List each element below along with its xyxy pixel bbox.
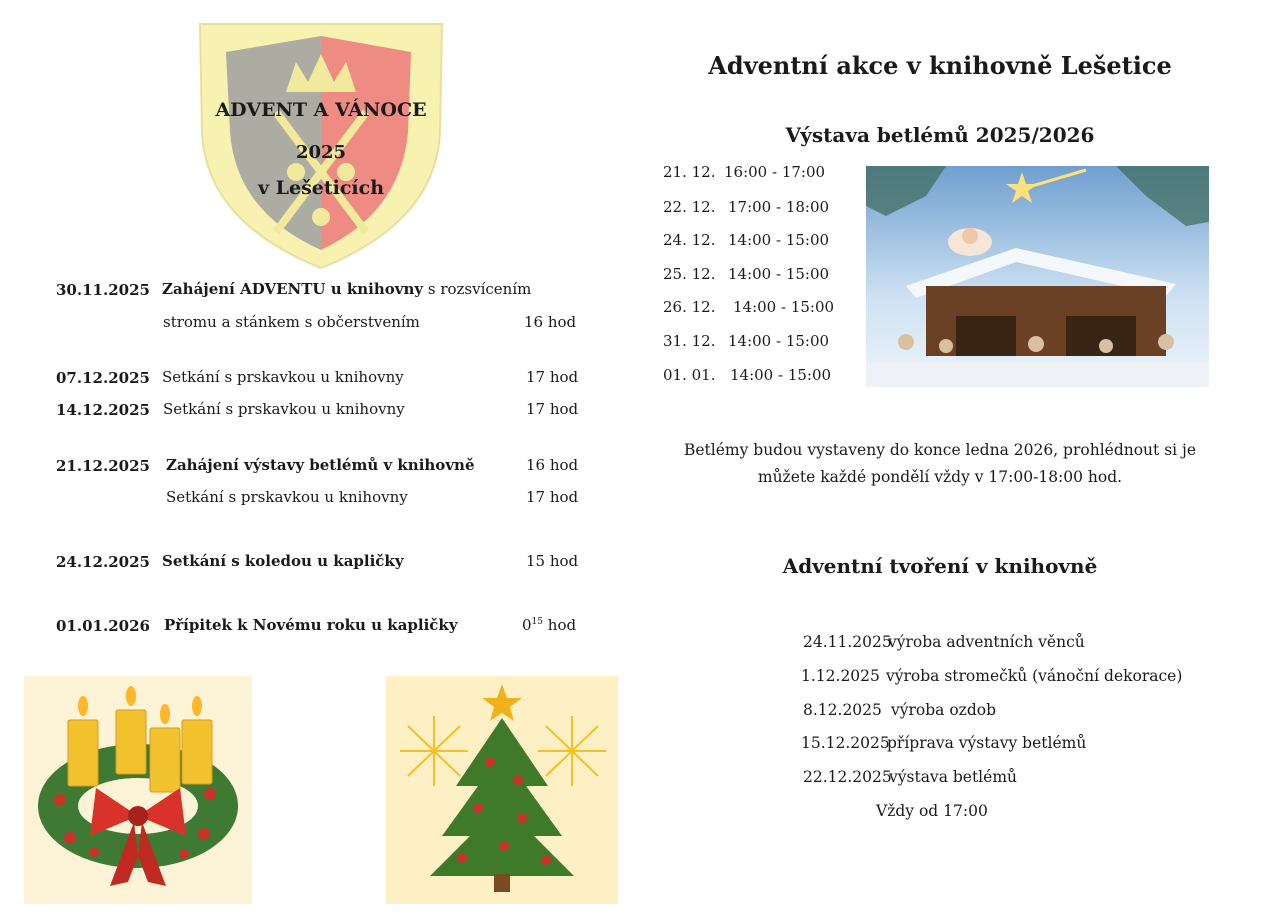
event-date: 01.01.2026 — [56, 617, 150, 635]
event-title: Setkání s koledou u kapličky — [162, 552, 404, 570]
event-date: 14.12.2025 — [56, 401, 150, 419]
nativity-scene-image — [866, 166, 1209, 387]
event-title: Zahájení výstavy betlémů v knihovně — [166, 456, 475, 474]
page-title: Adventní akce v knihovně Lešetice — [708, 51, 1172, 80]
exhibition-note: Betlémy budou vystaveny do konce ledna 2026, prohlédnout si je můžete každé pondělí vždy v 17:00-18:00 hod. — [683, 441, 1197, 486]
event-time: 17 hod — [526, 368, 579, 386]
advent-wreath-image — [24, 676, 252, 904]
schedule-day: 21. 12. — [663, 163, 716, 181]
crest-year: 2025 — [295, 142, 347, 163]
schedule-hours: 16:00 - 17:00 — [724, 163, 826, 181]
schedule-day: 22. 12. — [663, 198, 716, 216]
craft-date: 24.11.2025 — [803, 633, 892, 651]
craft-date: 1.12.2025 — [801, 667, 880, 685]
event-title: Setkání s prskavkou u knihovny — [163, 400, 405, 418]
schedule-hours: 14:00 - 15:00 — [733, 298, 835, 316]
schedule-day: 31. 12. — [663, 332, 716, 350]
event-time: 16 hod — [526, 456, 579, 474]
craft-date: 8.12.2025 — [803, 701, 882, 719]
event-time: 17 hod — [526, 400, 579, 418]
event-detail: stromu a stánkem s občerstvením — [163, 313, 420, 331]
christmas-tree-image — [386, 676, 618, 904]
craft-activity: výroba stromečků (vánoční dekorace) — [886, 667, 1183, 685]
craft-date: 15.12.2025 — [801, 734, 890, 752]
crest-title: ADVENT A VÁNOCE — [215, 99, 427, 121]
event-title: Setkání s prskavkou u knihovny — [162, 368, 404, 386]
event-date: 30.11.2025 — [56, 281, 150, 299]
event-time: $0^{15}$ hod — [522, 616, 577, 634]
event-date: 21.12.2025 — [56, 457, 150, 475]
schedule-hours: 17:00 - 18:00 — [728, 198, 830, 216]
crest-place: v Lešeticích — [257, 177, 385, 199]
crafts-heading: Adventní tvoření v knihovně — [782, 554, 1098, 578]
schedule-day: 24. 12. — [663, 231, 716, 249]
schedule-hours: 14:00 - 15:00 — [730, 366, 832, 384]
event-date: 24.12.2025 — [56, 553, 150, 571]
event-time: 15 hod — [526, 552, 579, 570]
schedule-day: 25. 12. — [663, 265, 716, 283]
exhibition-heading: Výstava betlémů 2025/2026 — [785, 123, 1095, 147]
craft-activity: příprava výstavy betlémů — [887, 734, 1087, 752]
event-time: 16 hod — [524, 313, 577, 331]
craft-activity: výroba ozdob — [891, 701, 997, 719]
craft-date: 22.12.2025 — [803, 768, 892, 786]
event-title: Zahájení ADVENTU u knihovny s rozsvícením — [162, 280, 532, 298]
schedule-hours: 14:00 - 15:00 — [728, 265, 830, 283]
craft-activity: výstava betlémů — [889, 768, 1017, 786]
crafts-footer: Vždy od 17:00 — [876, 802, 988, 820]
event-detail: Setkání s prskavkou u knihovny — [166, 488, 408, 506]
schedule-hours: 14:00 - 15:00 — [728, 332, 830, 350]
event-title: Přípitek k Novému roku u kapličky — [164, 616, 458, 634]
event-date: 07.12.2025 — [56, 369, 150, 387]
event-time: 17 hod — [526, 488, 579, 506]
schedule-day: 01. 01. — [663, 366, 716, 384]
craft-activity: výroba adventních věnců — [888, 633, 1085, 651]
schedule-day: 26. 12. — [663, 298, 716, 316]
schedule-hours: 14:00 - 15:00 — [728, 231, 830, 249]
